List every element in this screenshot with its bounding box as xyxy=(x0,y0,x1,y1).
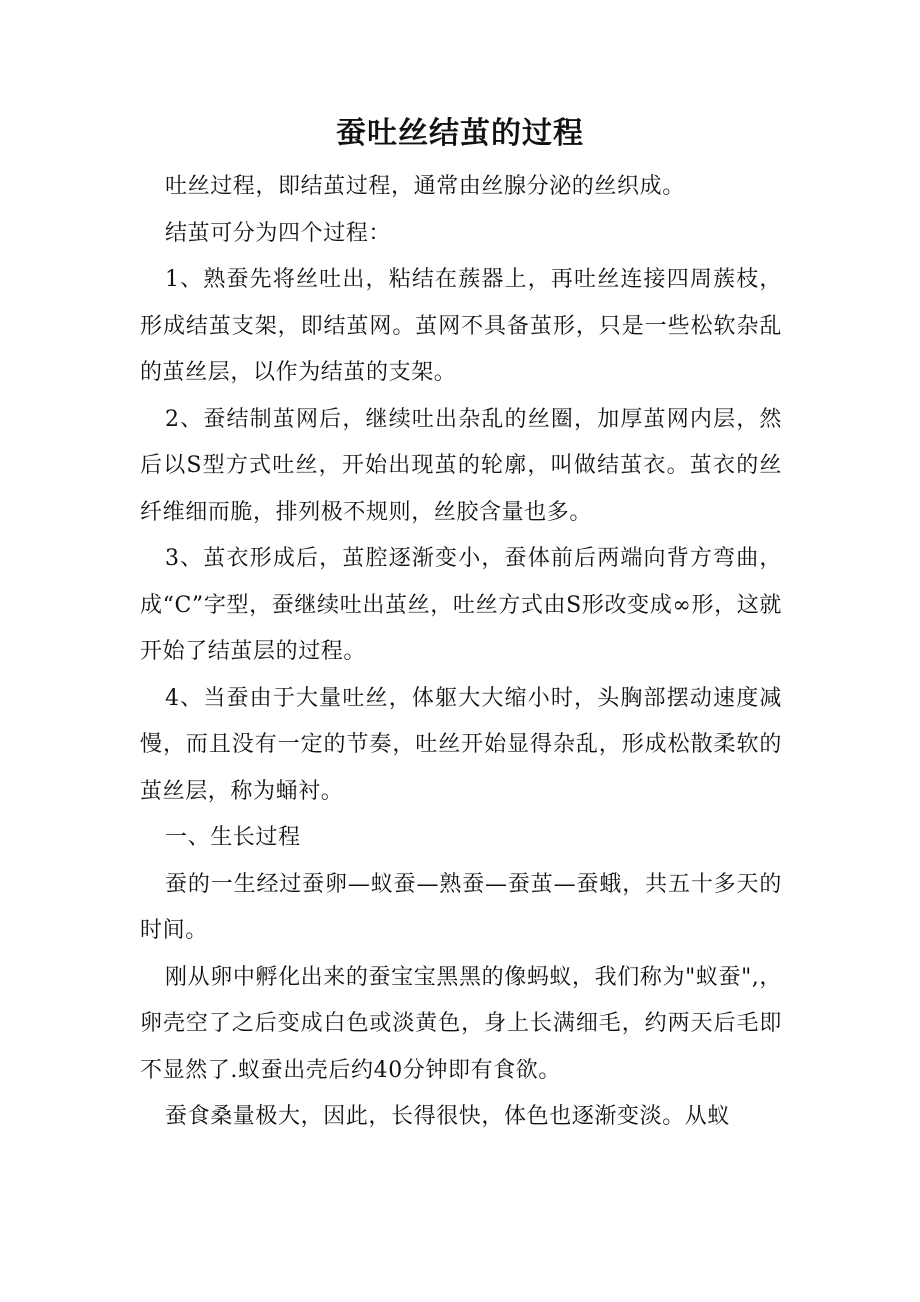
paragraph-feeding: 蚕食桑量极大，因此，长得很快，体色也逐渐变淡。从蚁 xyxy=(165,1104,731,1129)
paragraph-overview: 结茧可分为四个过程： xyxy=(165,220,392,246)
paragraph-step-3: 3、茧衣形成后，茧腔逐渐变小，蚕体前后两端向背方弯曲，成“C”字型，蚕继续吐出茧丝，吐丝方式由S形改变成∞形，这就开始了结茧层的过程。 xyxy=(140,546,782,664)
paragraph-step-2: 2、蚕结制茧网后，继续吐出杂乱的丝圈，加厚茧网内层，然后以S型方式吐丝，开始出现茧的轮廓，叫做结茧衣。茧衣的丝纤维细而脆，排列极不规则，丝胶含量也多。 xyxy=(140,406,782,525)
paragraph-hatching: 刚从卵中孵化出来的蚕宝宝黑黑的像蚂蚁，我们称为"蚁蚕",，卵壳空了之后变成白色或淡黄色，身上长满细毛，约两天后毛即不显然了.蚁蚕出壳后约40分钟即有食欲。 xyxy=(140,964,782,1083)
document-body xyxy=(140,164,782,1141)
paragraph-step-1: 1、熟蚕先将丝吐出，粘结在蔟器上，再吐丝连接四周蔟枝，形成结茧支架，即结茧网。茧网不具备茧形，只是一些松软杂乱的茧丝层，以作为结茧的支架。 xyxy=(140,267,782,385)
page-title: 蚕吐丝结茧的过程 xyxy=(336,116,584,151)
paragraph-step-4: 4、当蚕由于大量吐丝，体躯大大缩小时，头胸部摆动速度减慢，而且没有一定的节奏，吐丝开始显得杂乱，形成松散柔软的茧丝层，称为蛹衬。 xyxy=(140,685,782,804)
paragraph-growth-overview: 蚕的一生经过蚕卵—蚁蚕—熟蚕—蚕茧—蚕蛾，共五十多天的时间。 xyxy=(140,871,782,943)
paragraph-intro: 吐丝过程，即结茧过程，通常由丝腺分泌的丝织成。 xyxy=(165,174,685,199)
section-heading-growth: 一、生长过程 xyxy=(165,825,301,850)
